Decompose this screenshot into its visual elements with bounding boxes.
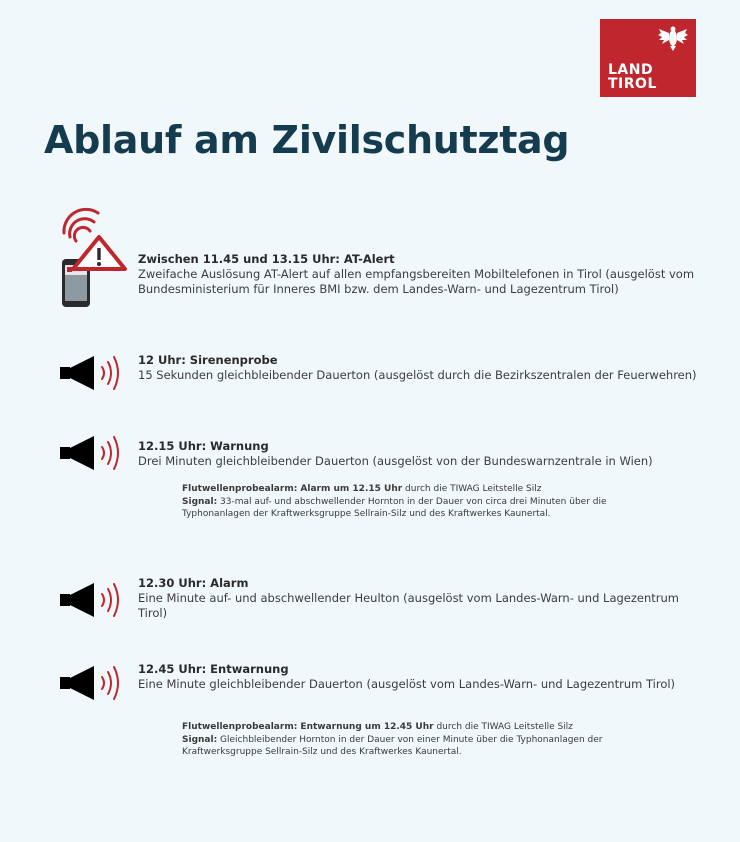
note-text: durch die TIWAG Leitstelle Silz	[402, 484, 542, 494]
siren-horn-icon	[58, 580, 124, 620]
logo-wordmark	[608, 63, 657, 91]
section-title: 12.45 Uhr: Entwarnung	[138, 662, 289, 676]
logo-line-land: LAND	[608, 62, 654, 78]
section-title: 12.15 Uhr: Warnung	[138, 439, 269, 453]
section-sirenenprobe	[138, 353, 708, 383]
note-signal-text: Gleichbleibender Hornton in der Dauer von einer Minute über die Typhonanlagen der Kraftwerksgruppe Sellrain-Silz und des Kraftwerkes Kaunertal.	[182, 734, 603, 757]
section-title: 12 Uhr: Sirenenprobe	[138, 353, 278, 367]
eagle-icon	[658, 25, 688, 51]
section-description: Eine Minute auf- und abschwellender Heulton (ausgelöst vom Landes-Warn- und Lagezentrum Tirol)	[138, 591, 680, 620]
section-warnung	[138, 439, 708, 469]
section-title: 12.30 Uhr: Alarm	[138, 576, 249, 590]
flutwellen-note-entwarnung	[182, 721, 672, 759]
note-signal-text: 33-mal auf- und abschwellender Hornton in der Dauer von circa drei Minuten über die Typhonanlagen der Kraftwerksgruppe Sellrain-Silz und des Kraftwerkes Kaunertal.	[182, 496, 607, 519]
phone-alert-icon	[54, 205, 128, 311]
section-entwarnung	[138, 662, 708, 692]
section-description: Zweifache Auslösung AT-Alert auf allen empfangsbereiten Mobiltelefonen in Tirol (ausgelöst vom Bundesministerium für Inneres BMI bzw. dem Landes-Warn- und Lagezentrum Tirol)	[138, 267, 695, 296]
section-alarm	[138, 576, 708, 620]
section-description: Drei Minuten gleichbleibender Dauerton (ausgelöst von der Bundeswarnzentrale in Wien)	[138, 454, 653, 468]
siren-horn-icon	[58, 353, 124, 393]
siren-horn-icon	[58, 433, 124, 473]
note-label: Flutwellenprobealarm: Entwarnung um 12.45 Uhr	[182, 722, 434, 732]
flutwellen-note-alarm	[182, 483, 672, 521]
note-text: durch die TIWAG Leitstelle Silz	[433, 722, 573, 732]
section-description: 15 Sekunden gleichbleibender Dauerton (ausgelöst durch die Bezirkszentralen der Feuerwehren)	[138, 368, 697, 382]
page-title: Ablauf am Zivilschutztag	[44, 118, 570, 162]
logo-line-tirol: TIROL	[608, 76, 657, 92]
section-at-alert	[138, 252, 708, 296]
section-description: Eine Minute gleichbleibender Dauerton (ausgelöst vom Landes-Warn- und Lagezentrum Tirol)	[138, 677, 676, 691]
note-signal-label: Signal:	[182, 734, 218, 745]
note-label: Flutwellenprobealarm: Alarm um 12.15 Uhr	[182, 484, 403, 494]
siren-horn-icon	[58, 663, 124, 703]
land-tirol-logo	[600, 19, 696, 97]
section-title: Zwischen 11.45 und 13.15 Uhr: AT-Alert	[138, 252, 395, 266]
note-signal-label: Signal:	[182, 496, 218, 507]
